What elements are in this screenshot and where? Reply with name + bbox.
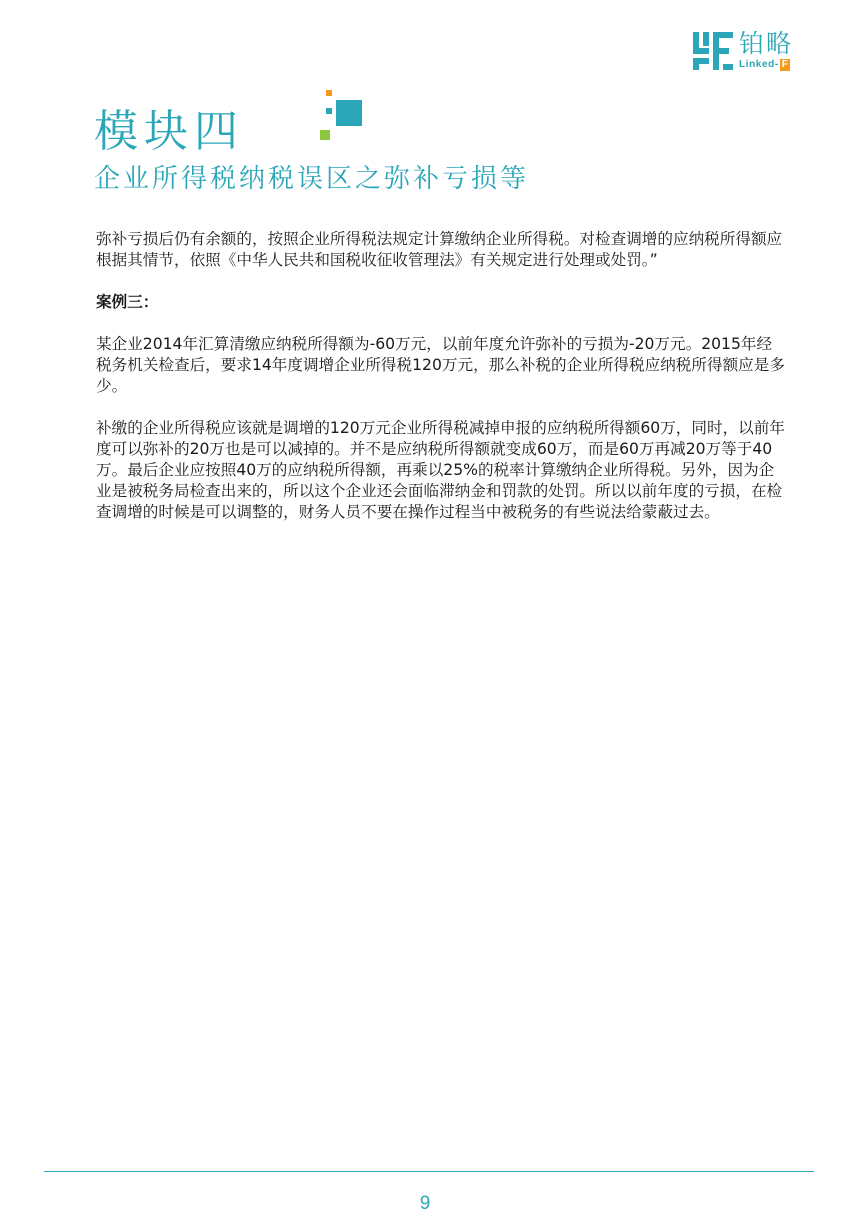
linked-f-logo-icon [693, 32, 735, 70]
paragraph-3: 补缴的企业所得税应该就是调增的120万元企业所得税减掉申报的应纳税所得额60万，同时，以前年度可以弥补的20万也是可以减掉的。并不是应纳税所得额就变成60万，而是60万再减20万等于40万。最后企业应按照40万的应纳税所得额，再乘以25%的税率计算缴纳企业所得税。另外，因为企业是被税务局检查出来的，所以这个企业还会面临滞纳金和罚款的处罚。所以以前年度的亏损，在检查调增的时候是可以调整的，财务人员不要在操作过程当中被税务的有些说法给蒙蔽过去。 [96, 419, 785, 521]
body-content [96, 229, 786, 544]
brand-sub-box: F [781, 59, 789, 70]
footer-divider [44, 1171, 814, 1172]
brand-sub-text: Linked- [739, 59, 779, 70]
paragraph-1: 弥补亏损后仍有余额的，按照企业所得税法规定计算缴纳企业所得税。对检查调增的应纳税所得额应根据其情节，依照《中华人民共和国税收征收管理法》有关规定进行处理或处罚。” [96, 230, 783, 269]
module-subtitle: 企业所得税纳税误区之弥补亏损等 [94, 164, 530, 194]
decorative-squares-icon [318, 90, 368, 142]
brand-logo [693, 29, 813, 74]
page-number: 9 [419, 1193, 431, 1214]
paragraph-2: 某企业2014年汇算清缴应纳税所得额为-60万元，以前年度允许弥补的亏损为-20万元。2015年经税务机关检查后，要求14年度调增企业所得税120万元，那么补税的企业所得税应纳税所得额应是多少。 [96, 335, 785, 395]
case-label: 案例三： [96, 293, 159, 311]
module-title: 模块四 [94, 106, 244, 157]
brand-subtext [739, 59, 790, 71]
brand-name: 铂略 [739, 29, 794, 58]
